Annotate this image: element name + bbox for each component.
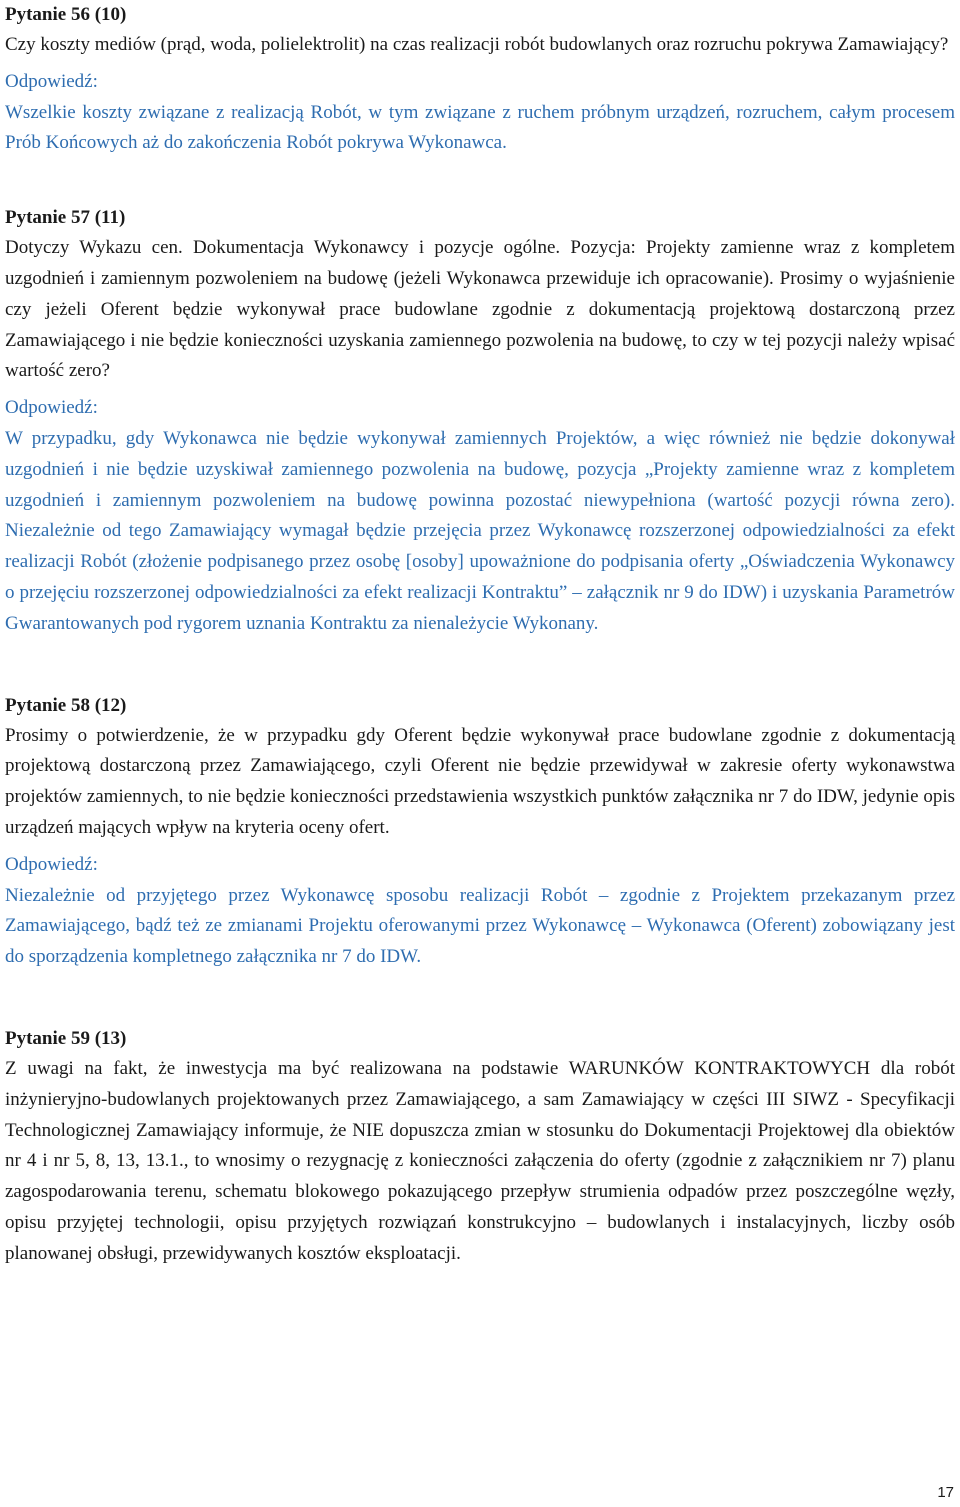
question-block-58	[5, 691, 955, 973]
question-text: Czy koszty mediów (prąd, woda, polielektrolit) na czas realizacji robót budowlanych oraz rozruchu pokrywa Zamawiający?	[5, 34, 949, 55]
document-page	[5, 0, 955, 1270]
answer-label: Odpowiedź:	[5, 853, 98, 875]
question-block-57	[5, 203, 955, 639]
question-title: Pytanie 58 (12)	[5, 694, 127, 716]
question-block-59	[5, 1024, 955, 1270]
question-block-56	[5, 0, 955, 159]
question-text: Prosimy o potwierdzenie, że w przypadku gdy Oferent będzie wykonywał prace budowlane zgodnie z dokumentacją projektową dostarczoną przez Zamawiającego, czyli Oferent nie będzie przewidywał w zakresie oferty wykonawstwa projektów zamiennych, to nie będzie konieczności przedstawienia wszystkich punktów załącznika nr 7 do IDW, jedynie opis urządzeń mających wpływ na kryteria oceny ofert.	[5, 724, 955, 838]
answer-text: W przypadku, gdy Wykonawca nie będzie wykonywał zamiennych Projektów, a więc również nie będzie dokonywał uzgodnień i nie będzie uzyskiwał zamiennego pozwolenia na budowę, pozycja „Projekty zamienne wraz z kompletem uzgodnień i zamiennym pozwoleniem na budowę powinna pozostać niewypełniona (wartość pozycji równa zero). Niezależnie od tego Zamawiający wymagał będzie przejęcia przez Wykonawcę rozszerzonej odpowiedzialności za efekt realizacji Robót (złożenie podpisanego przez osobę [osoby] upoważnione do podpisania oferty „Oświadczenia Wykonawcy o przejęciu rozszerzonej odpowiedzialności za efekt realizacji Kontraktu” – załącznik nr 9 do IDW) i uzyskania Parametrów Gwarantowanych pod rygorem uznania Kontraktu za nienależycie Wykonany.	[5, 427, 955, 634]
answer-label: Odpowiedź:	[5, 70, 98, 92]
answer-text: Wszelkie koszty związane z realizacją Robót, w tym związane z ruchem próbnym urządzeń, rozruchem, całym procesem Prób Końcowych aż do zakończenia Robót pokrywa Wykonawca.	[5, 101, 955, 154]
page-number: 17	[937, 1484, 954, 1501]
question-title: Pytanie 59 (13)	[5, 1027, 127, 1049]
question-title: Pytanie 56 (10)	[5, 4, 127, 25]
question-text: Dotyczy Wykazu cen. Dokumentacja Wykonawcy i pozycje ogólne. Pozycja: Projekty zamienne wraz z kompletem uzgodnień i zamiennym pozwoleniem na budowę (jeżeli Wykonawca przewiduje ich opracowanie). Prosimy o wyjaśnienie czy jeżeli Oferent będzie wykonywał prace budowlane zgodnie z dokumentacją projektową dostarczoną przez Zamawiającego i nie będzie konieczności uzyskania zamiennego pozwolenia na budowę, to czy w tej pozycji należy wpisać wartość zero?	[5, 237, 955, 382]
answer-label: Odpowiedź:	[5, 397, 98, 419]
question-text: Z uwagi na fakt, że inwestycja ma być realizowana na podstawie WARUNKÓW KONTRAKTOWYCH dla robót inżynieryjno-budowlanych projektowanych przez Zamawiającego, a sam Zamawiający w części III SIWZ - Specyfikacji Technologicznej Zamawiający informuje, że NIE dopuszcza zmian w stosunku do Dokumentacji Projektowej dla obiektów nr 4 i nr 5, 8, 13, 13.1., to wnosimy o rezygnację z konieczności załączenia do oferty (zgodnie z załącznikiem nr 7) planu zagospodarowania terenu, schematu blokowego pokazującego przepływ strumienia odpadów przez poszczególne węzły, opisu przyjętej technologii, opisu przyjętych rozwiązań konstrukcyjno – budowlanych i instalacyjnych, liczby osób planowanej obsługi, przewidywanych kosztów eksploatacji.	[5, 1057, 955, 1264]
question-title: Pytanie 57 (11)	[5, 207, 126, 229]
answer-text: Niezależnie od przyjętego przez Wykonawcę sposobu realizacji Robót – zgodnie z Projektem przekazanym przez Zamawiającego, bądź też ze zmianami Projektu oferowanymi przez Wykonawcę – Wykonawca (Oferent) zobowiązany jest do sporządzenia kompletnego załącznika nr 7 do IDW.	[5, 884, 955, 968]
